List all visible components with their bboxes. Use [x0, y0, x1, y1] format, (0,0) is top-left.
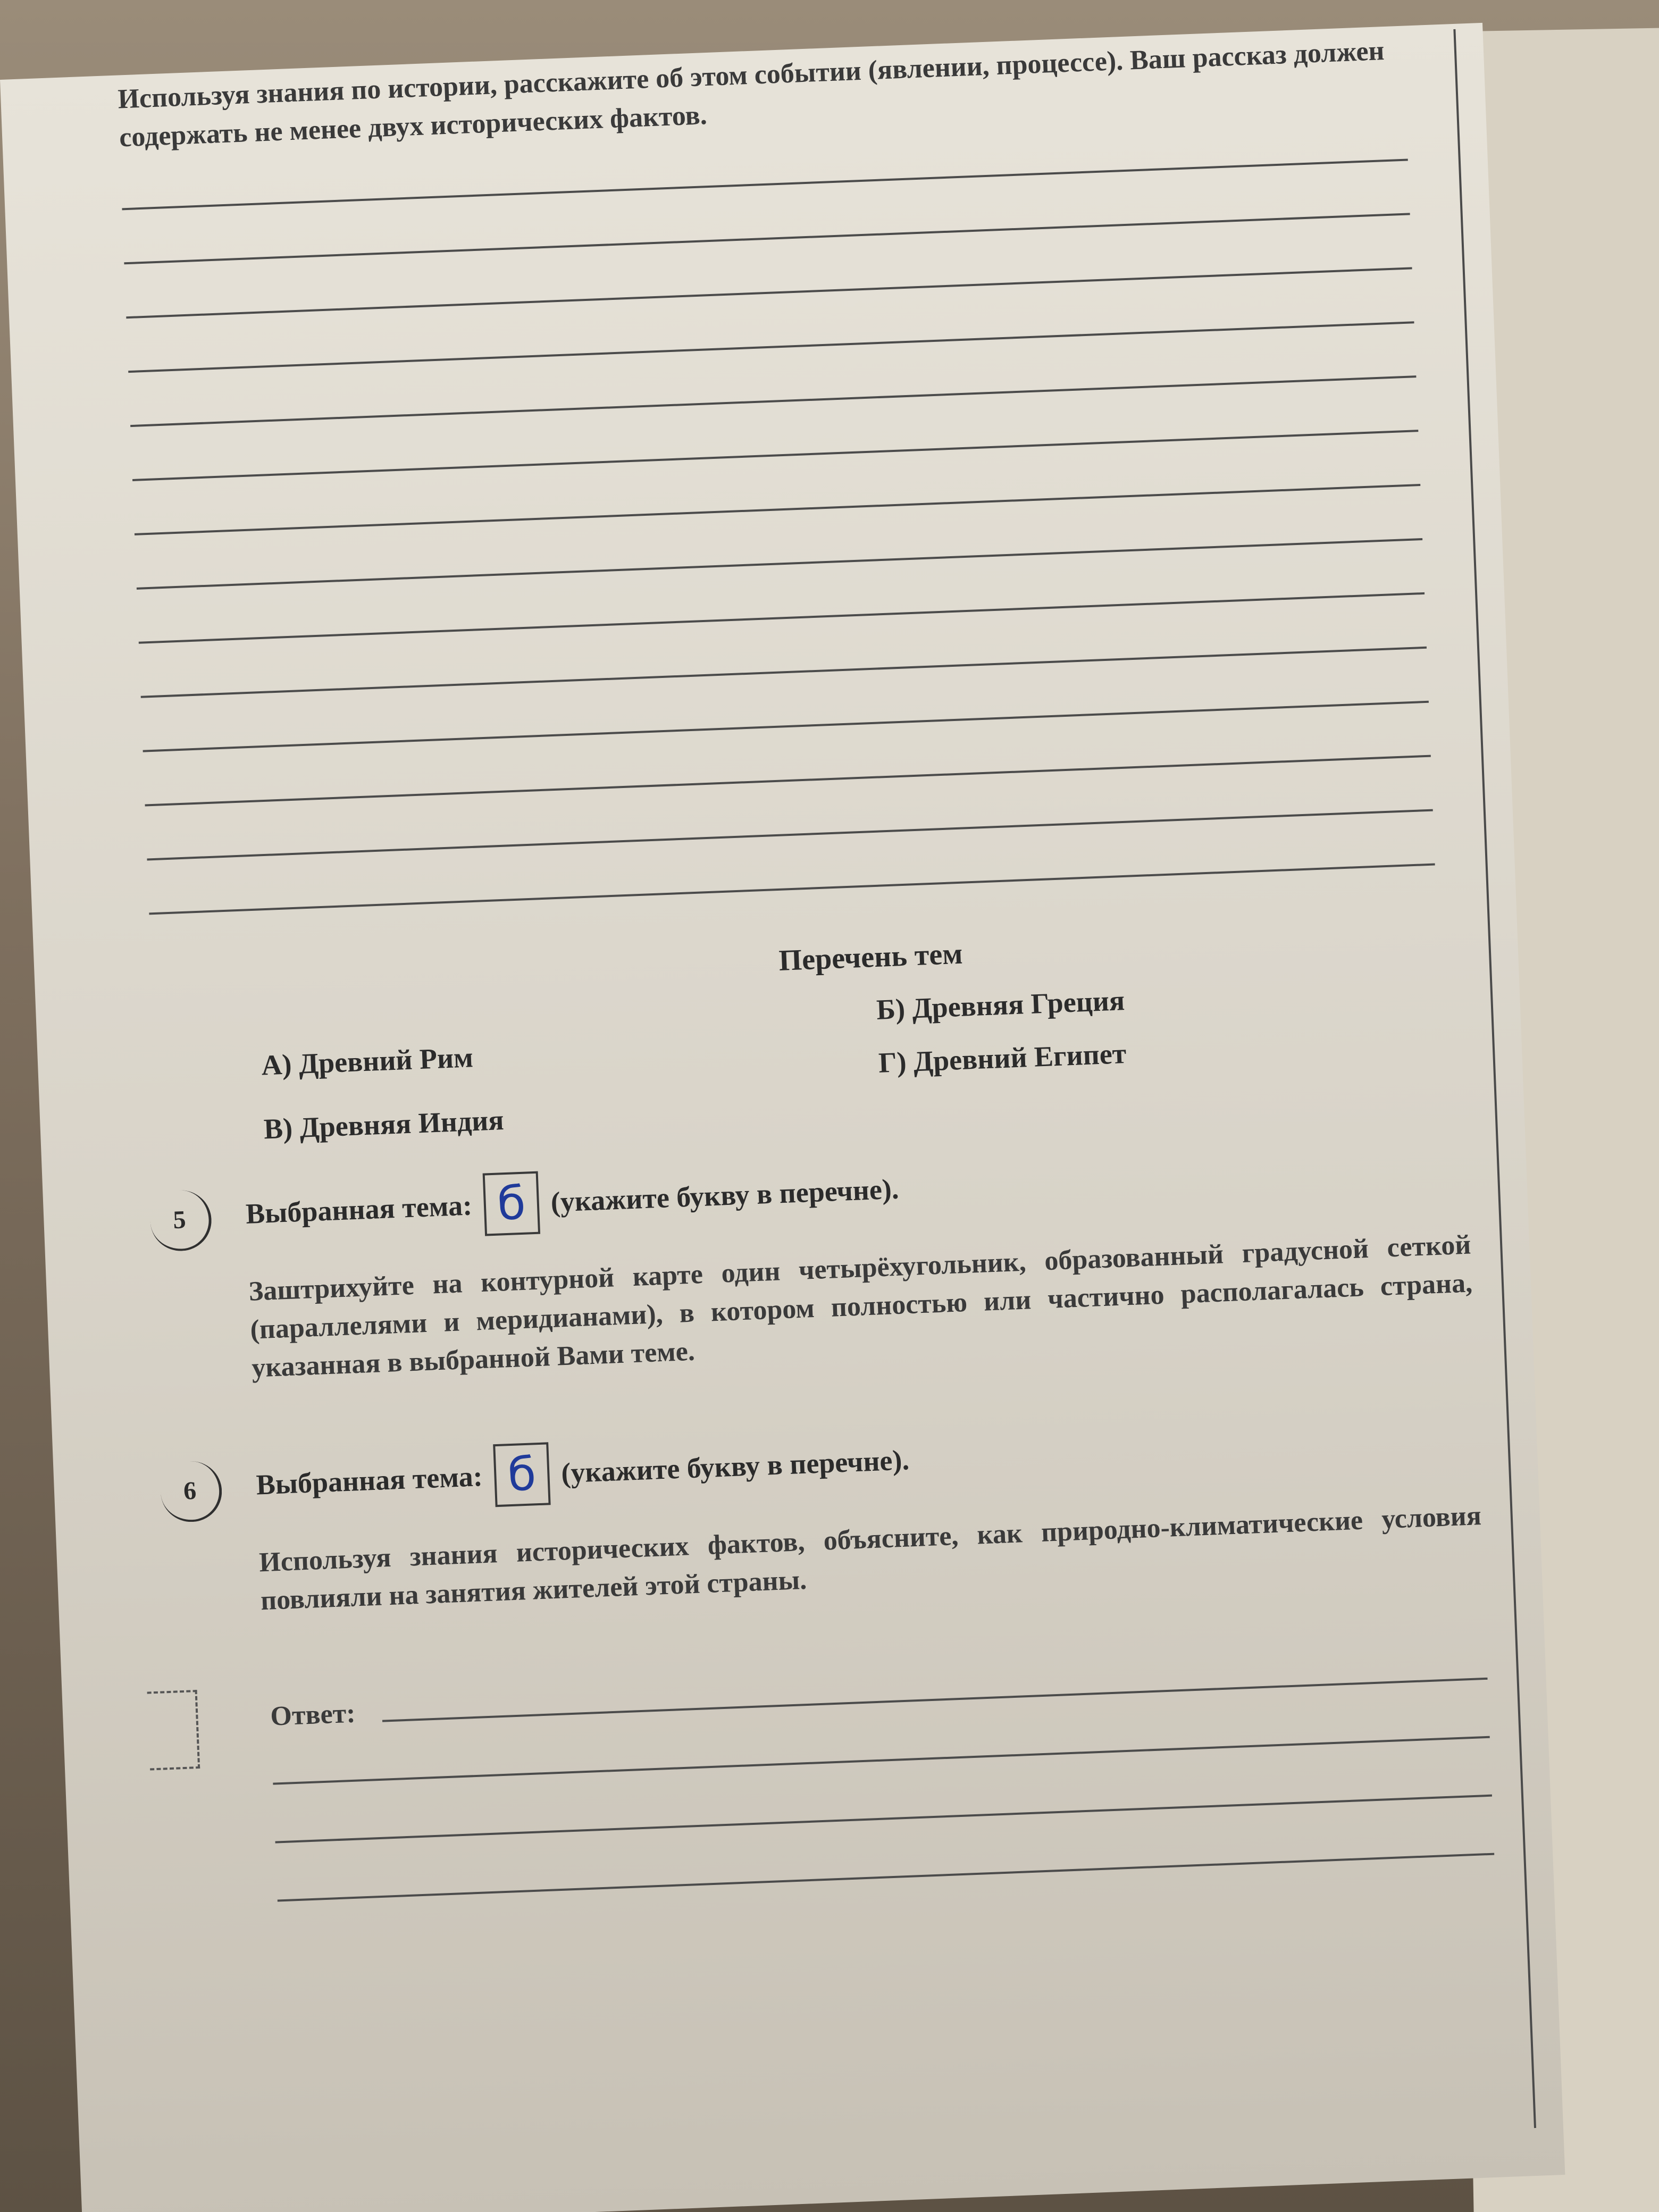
task-5-number: 5 [149, 1189, 212, 1252]
writing-line [122, 158, 1407, 210]
writing-line [135, 484, 1420, 535]
answer-line[interactable] [278, 1853, 1494, 1902]
writing-line [139, 592, 1425, 644]
task-6-number: 6 [160, 1460, 223, 1523]
writing-line [128, 321, 1414, 373]
writing-line [147, 809, 1432, 861]
writing-line [141, 647, 1427, 698]
answer-score-box [147, 1690, 200, 1770]
topic-g: Г) Древний Египет [878, 1037, 1127, 1079]
task-6-answer: б [507, 1447, 537, 1502]
writing-line [130, 375, 1416, 427]
task-6-answer-box[interactable] [493, 1442, 550, 1507]
writing-line [143, 701, 1429, 752]
writing-line [132, 430, 1418, 481]
writing-line [126, 267, 1412, 319]
task-5-instruction: Заштрихуйте на контурной карте один четырёхугольник, образованный градусной сеткой (параллелями и меридианами), в котором полностью или частично располагалась страна, указанная в выбранной Вами теме. [248, 1229, 1473, 1384]
task-6-topic-row [255, 1428, 911, 1516]
answer-line[interactable] [275, 1795, 1492, 1844]
task-6-label: Выбранная тема: [255, 1460, 483, 1501]
task-5-answer: б [496, 1176, 527, 1231]
worksheet-page [0, 23, 1565, 2212]
answer-line[interactable] [382, 1678, 1488, 1722]
task-5-topic-row [245, 1158, 900, 1245]
answer-label: Ответ: [270, 1698, 356, 1732]
writing-line [137, 538, 1422, 590]
task-5-hint: (укажите букву в перечне). [550, 1172, 900, 1218]
task-5-answer-box[interactable] [483, 1171, 540, 1236]
writing-line [149, 863, 1435, 915]
intro-instruction: Используя знания по истории, расскажите об этом событии (явлении, процессе). Ваш рассказ должен содержать не менее двух исторических фактов. [117, 36, 1385, 153]
topics-title: Перечень тем [778, 937, 963, 977]
topic-v: В) Древняя Индия [263, 1104, 505, 1145]
task-6-hint: (укажите букву в перечне). [560, 1444, 910, 1489]
topic-b: Б) Древняя Греция [876, 984, 1126, 1026]
topic-a: А) Древний Рим [261, 1041, 474, 1082]
task-5-label: Выбранная тема: [245, 1189, 473, 1230]
writing-line [145, 755, 1431, 807]
answer-line[interactable] [273, 1736, 1489, 1785]
task-6-instruction: Используя знания исторических фактов, объясните, как природно-климатические условия повлияли на занятия жителей этой страны. [258, 1501, 1482, 1616]
writing-line [124, 213, 1410, 264]
